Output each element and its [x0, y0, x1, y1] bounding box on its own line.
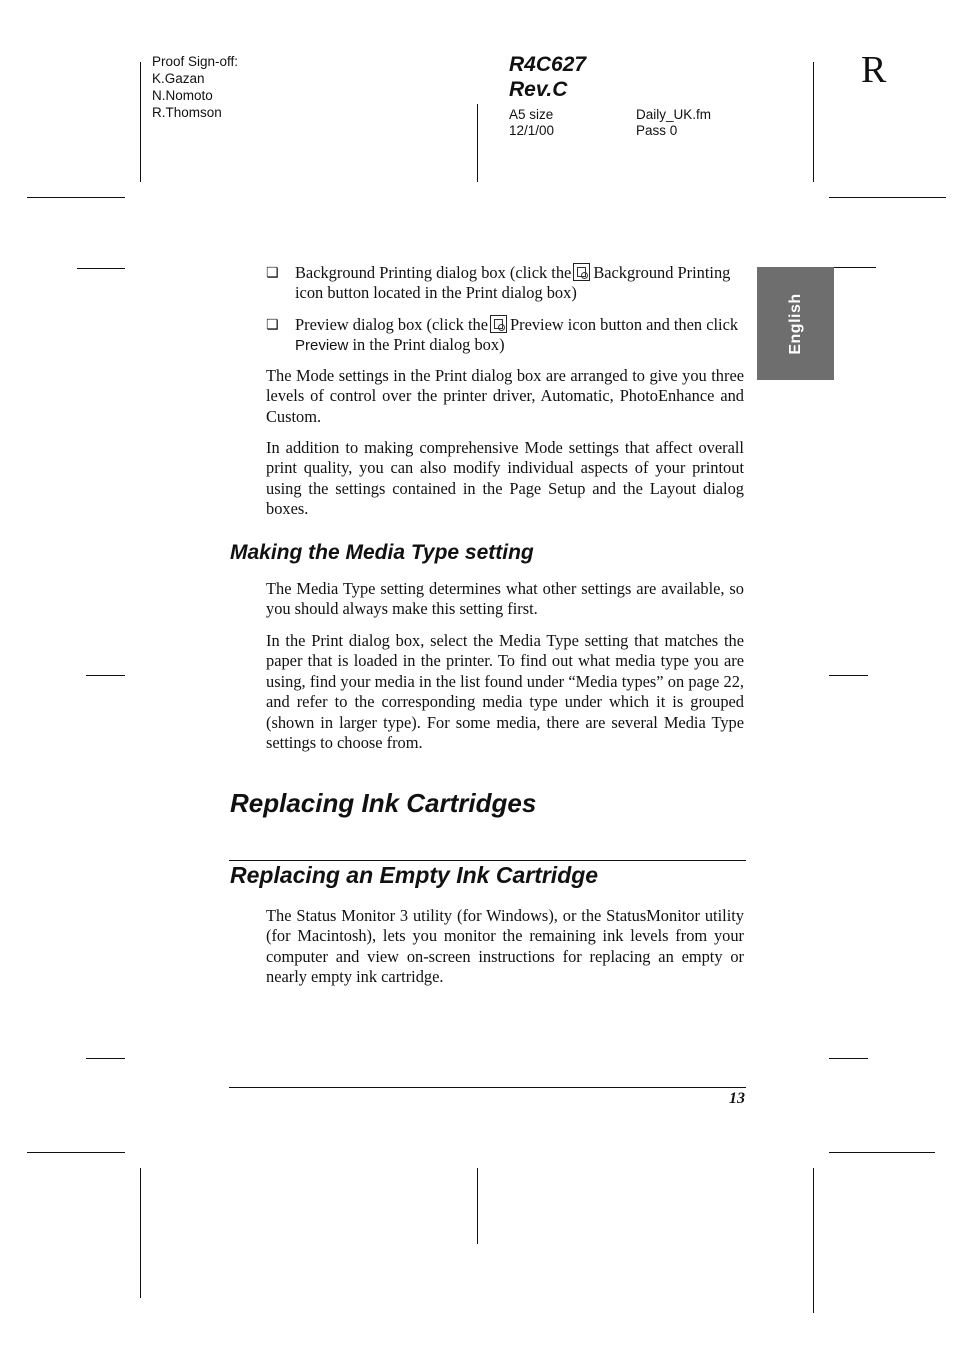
language-tab: [757, 267, 834, 380]
background-printing-icon: [573, 263, 590, 281]
crop-mark: [27, 1152, 125, 1153]
crop-mark: [140, 1168, 141, 1298]
crop-mark: [829, 1152, 935, 1153]
language-tab-label: English: [786, 292, 804, 355]
crop-mark: [77, 268, 125, 269]
bullet-text-part: in the Print dialog box): [352, 335, 505, 355]
section-rule: [229, 860, 746, 861]
paragraph-media-type-2: In the Print dialog box, select the Media Type setting that matches the paper that is loaded in the printer. To find out what media type you are using, find your media in the list found under “Media types” on page 22, and refer to the corresponding media type under which it is grouped (shown in larger type). For some media, there are several Media Type settings to choose from.: [266, 631, 744, 753]
heading-empty-cartridge: Replacing an Empty Ink Cartridge: [230, 862, 599, 888]
paragraph-comprehensive: In addition to making comprehensive Mode settings that affect overall print quality, you can also modify individual aspects of your printout using the settings contained in the Page Setup and the Layout dialog boxes.: [266, 438, 744, 519]
bullet-item: [266, 263, 746, 305]
crop-mark: [813, 1168, 814, 1313]
bullet-text-part: Background Printing dialog box (click the: [295, 263, 572, 282]
ui-word: Preview: [295, 337, 349, 355]
crop-mark: [86, 675, 125, 676]
paragraph-mode: The Mode settings in the Print dialog box are arranged to give you three levels of control over the printer driver, Automatic, PhotoEnhance and Custom.: [266, 366, 744, 426]
bullet-item: [266, 315, 746, 357]
crop-mark: [477, 1168, 478, 1244]
signoff-line: Proof Sign-off:: [152, 54, 239, 69]
heading-replacing-ink: Replacing Ink Cartridges: [230, 788, 537, 818]
revision: Rev.C: [509, 78, 568, 101]
bullet-text-part: Background Printing icon button located in the Print dialog box): [295, 263, 731, 303]
model-block: [509, 52, 586, 102]
pass-number: Pass 0: [636, 123, 678, 138]
doc-date: 12/1/00: [509, 123, 555, 138]
checkbox-bullet-icon: ❏: [266, 265, 279, 281]
paragraph-media-type-1: The Media Type setting determines what other settings are available, so you should always make this setting first.: [266, 579, 744, 619]
page-number: 13: [729, 1090, 745, 1107]
footer-rule: [229, 1087, 746, 1088]
heading-media-type: Making the Media Type setting: [230, 541, 534, 564]
bullet-text-part: Preview dialog box (click the: [295, 315, 488, 334]
model-number: R4C627: [509, 53, 587, 76]
crop-mark: [829, 675, 868, 676]
crop-mark: [829, 267, 876, 268]
crop-mark: [27, 197, 125, 198]
signoff-line: R.Thomson: [152, 105, 222, 120]
proof-signoff: [152, 53, 238, 121]
signoff-line: N.Nomoto: [152, 88, 213, 103]
preview-icon: [490, 315, 507, 333]
paper-size: A5 size: [509, 107, 554, 122]
crop-mark: [813, 62, 814, 182]
crop-mark: [829, 1058, 868, 1059]
bullet-text: [295, 263, 745, 304]
crop-mark: [140, 62, 141, 182]
file-name: Daily_UK.fm: [636, 107, 712, 122]
bullet-text: [295, 315, 745, 357]
crop-mark: [477, 104, 478, 182]
crop-mark: [86, 1058, 125, 1059]
paragraph-status-monitor: The Status Monitor 3 utility (for Windows), or the StatusMonitor utility (for Macintosh), lets you monitor the remaining ink levels from your computer and view on-screen instructions for replacing an empty or nearly empty ink cartridge.: [266, 906, 744, 987]
checkbox-bullet-icon: ❏: [266, 317, 279, 333]
side-letter: R: [861, 49, 887, 91]
bullet-text-part: Preview icon button and then click: [510, 315, 739, 334]
signoff-line: K.Gazan: [152, 71, 205, 86]
crop-mark: [829, 197, 946, 198]
